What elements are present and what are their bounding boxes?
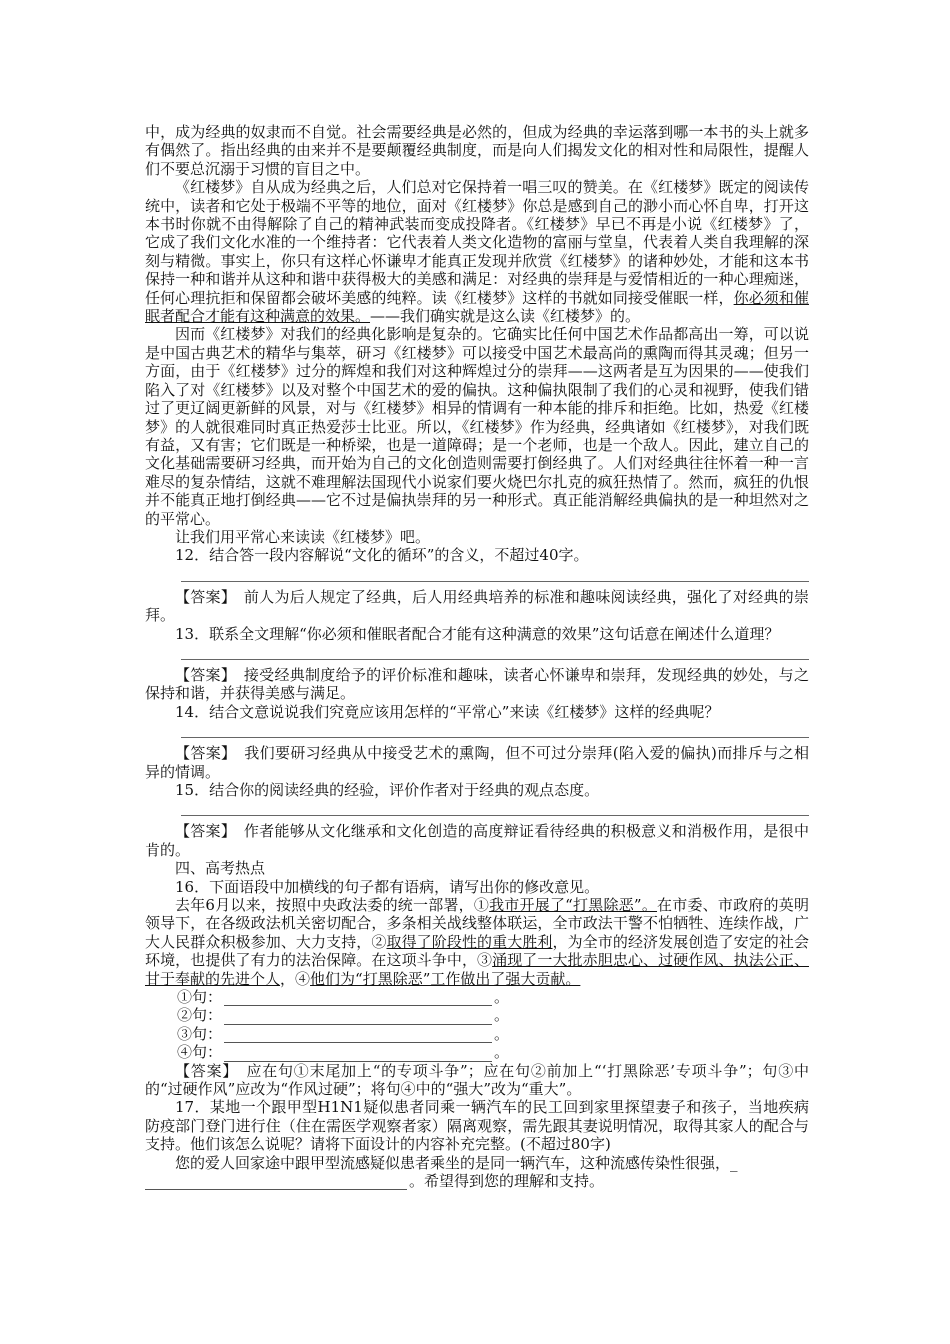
- answer-blank-line[interactable]: [181, 723, 809, 738]
- paragraph-text: 让我们用平常心来读读《红楼梦》吧。: [175, 527, 431, 546]
- body-paragraph: [145, 178, 809, 325]
- q17-lead-text: 您的爱人回家途中跟甲型流感疑似患者乘坐的是同一辆汽车，这种流感传染性很强，_: [175, 1153, 738, 1172]
- fill-blank-line[interactable]: [224, 1028, 492, 1043]
- underlined-sentence: 他们为“打黑除恶”工作做出了强大贡献。: [310, 969, 581, 988]
- underlined-sentence: 涌现了一大批赤胆忠心、过硬作风、执法公正、甘于奉献的先进个人: [145, 951, 809, 988]
- fill-end-mark: 。: [494, 1006, 510, 1025]
- fill-row: [177, 988, 809, 1006]
- answer-label: 【答案】: [175, 587, 229, 606]
- answer-blank-line[interactable]: [181, 645, 809, 660]
- answer-blank-line[interactable]: [181, 801, 809, 816]
- fill-end-mark: 。: [494, 1043, 510, 1062]
- underlined-sentence: 取得了阶段性的重大胜利: [386, 932, 553, 951]
- q17-tail-text: 。希望得到您的理解和支持。: [409, 1172, 605, 1191]
- question-text: 15．结合你的阅读经典的经验，评价作者对于经典的观点态度。: [175, 781, 600, 799]
- answer-label: 【答案】: [175, 822, 229, 841]
- question-text: 16．下面语段中加横线的句子都有语病，请写出你的修改意见。: [175, 877, 600, 896]
- answer-text: 我们要研习经典从中接受艺术的熏陶，但不可过分崇拜(陷入爱的偏执)而排斥与之相异的情调。: [145, 744, 809, 781]
- answer-text: 应在句①末尾加上“的专项斗争”；应在句②前加上“‘打黑除恶’专项斗争”；句③中的“过硬作风”应改为“作风过硬”；将句④中的“强大”改为“重大”。: [145, 1061, 809, 1099]
- body-paragraph: [145, 123, 809, 178]
- fill-row: [177, 1043, 809, 1061]
- fill-row: [177, 1006, 809, 1024]
- underlined-sentence: 你必须和催眠者配合才能有这种满意的效果。: [145, 288, 809, 326]
- fill-label: ④句：: [177, 1043, 223, 1062]
- answer-paragraph: [145, 1062, 809, 1099]
- passage-text: ，④: [280, 969, 311, 988]
- paragraph-text: 因而《红楼梦》对我们的经典化影响是复杂的。它确实比任何中国艺术作品都高出一筹，可以说是中国古典艺术的精华与集萃，研习《红楼梦》可以接受中国艺术最高尚的熏陶而得其灵魂；但另一方面，由于《红楼梦》过分的辉煌和我们对这种辉煌过分的崇拜——这两者是互为因果的——使我们陷入了对《红楼梦》以及对整个中国艺术的爱的偏执。这种偏执限制了我们的心灵和视野，使我们错过了更辽阔更新鲜的风景，对与《红楼梦》相异的情调有一种本能的排斥和拒绝。比如，热爱《红楼梦》的人就很难同时真正热爱莎士比亚。所以，《红楼梦》作为经典，经典诸如《红楼梦》，对我们既有益，又有害；它们既是一种桥梁，也是一道障碍；是一个老师，也是一个敌人。因此，建立自己的文化基础需要研习经典，而开始为自己的文化创造则需要打倒经典了。人们对经典往往怀着一种一言难尽的复杂情结，这就不难理解法国现代小说家们要火烧巴尔扎克的疯狂热情了。然而，疯狂的仇恨并不能真正地打倒经典——它不过是偏执崇拜的另一种形式。真正能消解经典偏执的是一种坦然对之的平常心。: [145, 325, 809, 528]
- fill-blank-line[interactable]: [224, 991, 492, 1006]
- answer-paragraph: [145, 588, 809, 625]
- fill-end-mark: 。: [494, 1024, 510, 1043]
- passage-text: 去年6月以来，按照中央政法委的统一部署，①: [175, 896, 490, 915]
- q16-passage: [145, 896, 809, 988]
- answer-paragraph: [145, 666, 809, 703]
- answer-text: 作者能够从文化继承和文化创造的高度辩证看待经典的积极意义和消极作用，是很中肯的。: [145, 822, 809, 859]
- answer-paragraph: [145, 822, 809, 859]
- passage-text: 在市委、市政府的英明领导下，在各级政法机关密切配合，多条相关战线整体联运，全市政法干警不怕牺牲、连续作战，广大人民群众积极参加、大力支持，②: [145, 896, 809, 951]
- question-text: 17．某地一个跟甲型H1N1疑似患者同乘一辆汽车的民工回到家里探望妻子和孩子，当地疾病防疫部门登门进行住（住在需医学观察者家）隔离观察，需先跟其妻说明情况，取得其家人的配合与支持。他们该怎么说呢？请将下面设计的内容补充完整。(不超过80字): [145, 1098, 809, 1154]
- answer-label: 【答案】: [175, 665, 229, 684]
- answer-label: 【答案】: [175, 1061, 231, 1080]
- document-content: [145, 123, 809, 1190]
- fill-label: ①句：: [177, 988, 223, 1007]
- answer-text: 前人为后人规定了经典，后人用经典培养的标准和趣味阅读经典，强化了对经典的崇拜。: [145, 587, 809, 625]
- body-paragraph: [145, 325, 809, 527]
- paragraph-text: ——我们确实就是这么读《红楼梦》的。: [370, 307, 641, 326]
- question-text: 14．结合文意说说我们究竟应该用怎样的“平常心”来读《红楼梦》这样的经典呢？: [175, 702, 720, 721]
- answer-label: 【答案】: [175, 744, 229, 763]
- answer-text: 接受经典制度给予的评价标准和趣味，读者心怀谦卑和崇拜，发现经典的妙处，与之保持和谐，并获得美感与满足。: [145, 665, 809, 703]
- fill-row: [177, 1025, 809, 1043]
- fill-blank-line[interactable]: [145, 1175, 407, 1190]
- paragraph-text: 中，成为经典的奴隶而不自觉。社会需要经典是必然的，但成为经典的幸运落到哪一本书的头上就多有偶然了。指出经典的由来并不是要颠覆经典制度，而是向人们揭发文化的相对性和局限性，提醒人们不要总沉溺于习惯的盲目之中。: [145, 123, 809, 178]
- fill-blank-line[interactable]: [224, 1047, 492, 1062]
- paragraph-text: 《红楼梦》自从成为经典之后，人们总对它保持着一唱三叹的赞美。在《红楼梦》既定的阅读传统中，读者和它处于极端不平等的地位，面对《红楼梦》你总是感到自己的渺小而心怀自卑，打开这本书时你就不由得解除了自己的精神武装而变成投降者。《红楼梦》早已不再是小说《红楼梦》了，它成了我们文化水准的一个维持者：它代表着人类文化造物的富丽与堂皇，代表着人类自我理解的深刻与精微。事实上，你只有这样心怀谦卑才能真正发现并欣赏《红楼梦》的诸种妙处，才能和这本书保持一种和谐并从这种和谐中获得极大的美感和满足：对经典的崇拜是与爱情相近的一种心理痴迷，任何心理抗拒和保留都会破坏美感的纯粹。读《红楼梦》这样的书就如同接受催眠一样，: [145, 178, 809, 307]
- answer-paragraph: [145, 744, 809, 781]
- fill-blank-line[interactable]: [224, 1010, 492, 1025]
- fill-label: ②句：: [177, 1006, 223, 1025]
- question-text: 13．联系全文理解“你必须和催眠者配合才能有这种满意的效果”这句话意在阐述什么道理？: [175, 624, 780, 643]
- q17-tail-row: [145, 1172, 809, 1190]
- fill-label: ③句：: [177, 1024, 223, 1043]
- question-text: 12．结合答一段内容解说“文化的循环”的含义，不超过40字。: [175, 546, 589, 565]
- fill-end-mark: 。: [494, 988, 510, 1007]
- underlined-sentence: 我市开展了“打黑除恶”。: [489, 896, 658, 915]
- answer-blank-line[interactable]: [181, 567, 809, 582]
- body-paragraph: [145, 528, 809, 546]
- passage-text: ，为全市的经济发展创造了安定的社会环境，也提供了有力的法治保障。在这项斗争中，③: [145, 932, 809, 970]
- section-heading: 四、高考热点: [175, 859, 266, 878]
